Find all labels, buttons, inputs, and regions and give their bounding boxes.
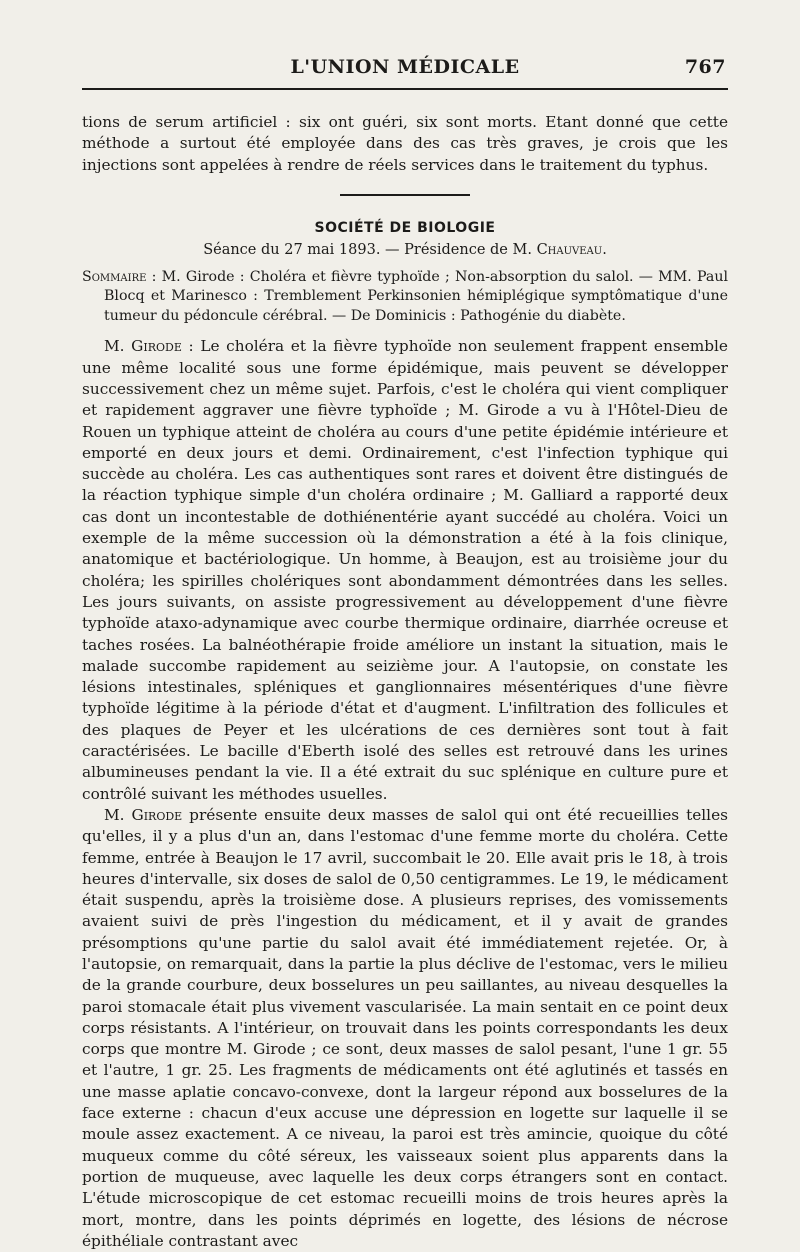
- paragraph-2-prefix: M.: [104, 805, 125, 824]
- paragraph-2-speaker: Girode: [131, 805, 183, 824]
- summary-label: Sommaire: [82, 268, 147, 285]
- session-prefix: Séance du 27 mai 1893. — Présidence de M.: [203, 241, 532, 258]
- summary-text: : M. Girode : Choléra et fièvre typhoïde ; Non-absorption du salol. — MM. Paul Blocq et Marinesco : Tremblement Perkinsonien hémiplégique symptômatique d'une tumeur du pédoncule cérébral. — De Dominicis : Pathogénie du diabète.: [104, 268, 728, 324]
- body-paragraph-2: [82, 805, 728, 1252]
- header-rule: [82, 88, 728, 90]
- session-summary: [82, 268, 728, 327]
- body-paragraph-1: [82, 336, 728, 805]
- running-head: [82, 0, 728, 82]
- page-number: 767: [684, 56, 726, 78]
- paragraph-1-speaker: Girode: [131, 337, 182, 356]
- running-title: L'UNION MÉDICALE: [290, 56, 520, 78]
- society-title: SOCIÉTÉ DE BIOLOGIE: [314, 219, 496, 236]
- president-name: Chauveau.: [536, 241, 607, 258]
- paragraph-1-text: : Le choléra et la fièvre typhoïde non seulement frappent ensemble une même localité sous une forme épidémique, mais peuvent se développer successivement chez un même sujet. Parfois, c'est le choléra qui vient compliquer et rapidement aggraver une fièvre typhoïde ; M. Girode a vu à l'Hôtel-Dieu de Rouen un typhique atteint de choléra au cours d'une petite épidémie intérieure et emporté en deux jours et demi. Ordinairement, c'est l'infection typhique qui succède au choléra. Les cas authentiques sont rares et doivent être distingués de la réaction typhique simple d'un choléra ordinaire ; M. Galliard a rapporté deux cas dont un incontestable de dothiénentérie ayant succédé au choléra. Voici un exemple de la même succession où la démonstration a été à la fois clinique, anatomique et bactériologique. Un homme, à Beaujon, est au troisième jour du choléra; les spirilles cholériques sont abondamment démontrées dans les selles. Les jours suivants, on assiste progressivement au développement d'une fièvre typhoïde ataxo-adynamique avec courbe thermique ordinaire, diarrhée ocreuse et taches rosées. La balnéothérapie froide améliore un instant la situation, mais le malade succombe rapidement au seizième jour. A l'autopsie, on constate les lésions intestinales, spléniques et ganglionnaires mésentériques d'une fièvre typhoïde légitime à la période d'état et d'augment. L'infiltration des follicules et des plaques de Peyer et les ulcérations de ces dernières sont tout à fait caractérisées. Le bacille d'Eberth isolé des selles est retrouvé dans les urines albumineuses pendant la vie. Il a été extrait du suc splénique en culture pure et contrôlé suivant les méthodes usuelles.: [82, 337, 728, 803]
- lead-paragraph: tions de serum artificiel : six ont guéri, six sont morts. Etant donné que cette méthode a surtout été employée dans des cas très graves, je crois que les injections sont appelées à rendre de réels services dans le traitement du typhus.: [82, 113, 728, 174]
- paragraph-2-text: présente ensuite deux masses de salol qui ont été recueillies telles qu'elles, il y a plus d'un an, dans l'estomac d'une femme morte du choléra. Cette femme, entrée à Beaujon le 17 avril, succombait le 20. Elle avait pris le 18, à trois heures d'intervalle, six doses de salol de 0,50 centigrammes. Le 19, le médicament était suspendu, après la troisième dose. A plusieurs reprises, des vomissements avaient suivi de près l'ingestion du médicament, et il y avait de grandes présomptions qu'une partie du salol avait été immédiatement rejetée. Or, à l'autopsie, on remarquait, dans la partie la plus déclive de l'estomac, vers le milieu de la grande courbure, deux bosselures un peu saillantes, au niveau desquelles la paroi stomacale était plus vivement vascularisée. La main sentait en ce point deux corps résistants. A l'intérieur, on trouvait dans les points correspondants les deux corps que montre M. Girode ; ce sont, deux masses de salol pesant, l'une 1 gr. 55 et l'autre, 1 gr. 25. Les fragments de médicaments ont été aglutinés et tassés en une masse aplatie concavo-convexe, dont la largeur répond aux bosselures de la face externe : chacun d'eux accuse une dépression en logette sur laquelle il se moule assez exactement. A ce niveau, la paroi est très amincie, quoique du côté muqueux comme du côté séreux, les vaisseaux soient plus apparents dans la portion de muqueuse, avec laquelle les deux corps étrangers sont en contact. L'étude microscopique de cet estomac recueilli moins de trois heures après la mort, montre, dans les points déprimés en logette, des lésions de nécrose épithéliale contrastant avec: [82, 805, 728, 1250]
- section-separator: [340, 194, 470, 196]
- paragraph-1-prefix: M.: [104, 337, 125, 356]
- session-line: [82, 242, 728, 258]
